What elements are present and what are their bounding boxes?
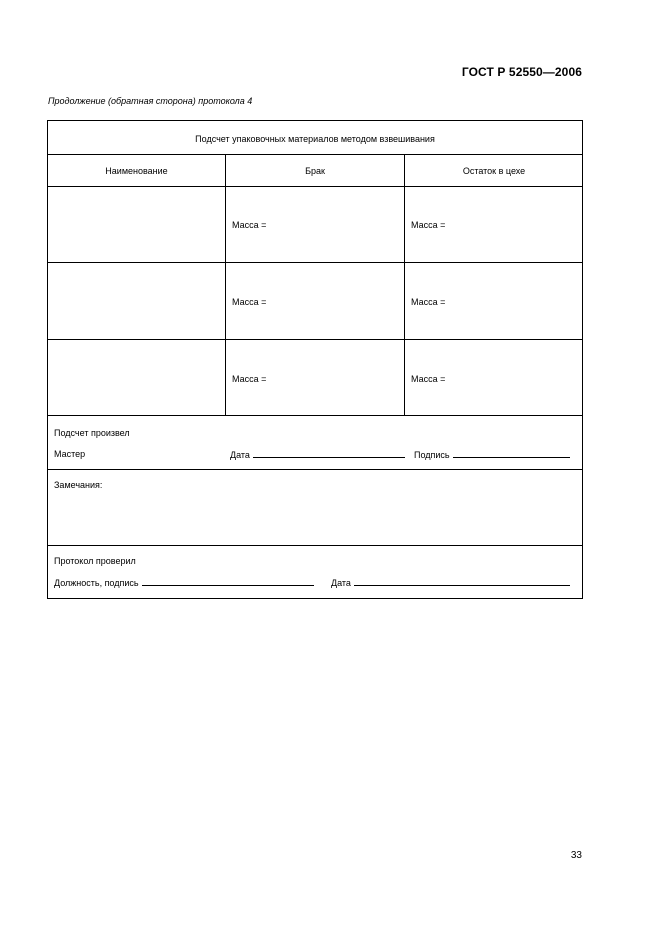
column-header-name: Наименование xyxy=(105,166,168,176)
rule-under-count xyxy=(48,469,582,470)
document-code: ГОСТ Р 52550—2006 xyxy=(461,65,582,79)
master-label: Мастер xyxy=(54,449,86,459)
rule-under-remarks xyxy=(48,545,582,546)
check-section-title: Протокол проверил xyxy=(54,556,136,566)
row-2-defect-mass: Масса = xyxy=(232,297,267,307)
position-signature-label: Должность, подпись xyxy=(54,578,139,588)
count-signature-line xyxy=(453,449,570,458)
check-date-label: Дата xyxy=(331,578,351,588)
count-date-field xyxy=(230,449,405,460)
row-2-remainder-mass: Масса = xyxy=(411,297,446,307)
rule-under-title xyxy=(48,154,582,155)
row-3-remainder-mass: Масса = xyxy=(411,374,446,384)
row-1-remainder-mass: Масса = xyxy=(411,220,446,230)
check-date-line xyxy=(354,577,570,586)
form-table xyxy=(47,120,583,599)
page-number: 33 xyxy=(570,850,582,861)
rule-under-row-3 xyxy=(48,415,582,416)
check-date-field xyxy=(331,577,570,588)
position-signature-line xyxy=(142,577,314,586)
row-3-defect-mass: Масса = xyxy=(232,374,267,384)
row-1-defect-mass: Масса = xyxy=(232,220,267,230)
count-section-title: Подсчет произвел xyxy=(54,428,130,438)
position-signature-field xyxy=(54,577,314,588)
column-divider-2 xyxy=(404,154,405,415)
rule-under-row-2 xyxy=(48,339,582,340)
count-date-label: Дата xyxy=(230,450,250,460)
table-title: Подсчет упаковочных материалов методом взвешивания xyxy=(195,134,435,144)
rule-under-row-1 xyxy=(48,262,582,263)
count-date-line xyxy=(253,449,405,458)
count-signature-label: Подпись xyxy=(414,450,450,460)
column-divider-1 xyxy=(225,154,226,415)
column-header-remainder: Остаток в цехе xyxy=(462,166,526,176)
count-signature-field xyxy=(414,449,570,460)
column-header-defect: Брак xyxy=(305,166,325,176)
rule-under-header xyxy=(48,186,582,187)
remarks-label: Замечания: xyxy=(54,480,103,490)
document-subtitle: Продолжение (обратная сторона) протокола 4 xyxy=(48,96,253,106)
